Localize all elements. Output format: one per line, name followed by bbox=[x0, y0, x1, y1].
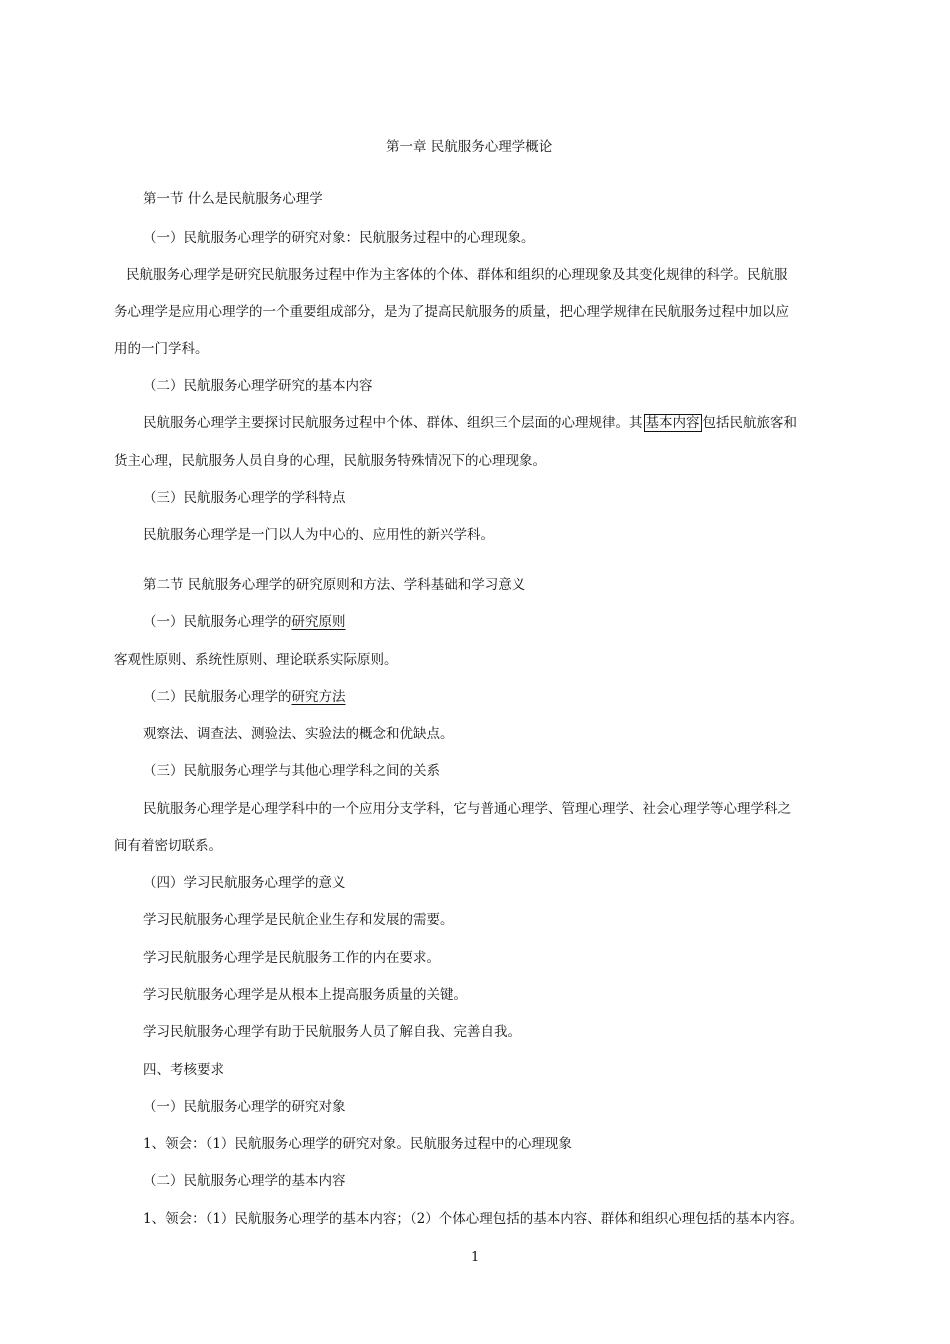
paragraph-line: 客观性原则、系统性原则、理论联系实际原则。 bbox=[114, 652, 398, 668]
chapter-title: 第一章 民航服务心理学概论 bbox=[386, 139, 553, 155]
section-heading: 第一节 什么是民航服务心理学 bbox=[143, 191, 323, 207]
underlined-term: 研究原则 bbox=[291, 614, 346, 630]
paragraph-line: 1、领会：（1）民航服务心理学的研究对象。民航服务过程中的心理现象 bbox=[143, 1136, 572, 1152]
subsection-heading: （四）学习民航服务心理学的意义 bbox=[143, 875, 346, 891]
paragraph-line: 学习民航服务心理学是从根本上提高服务质量的关键。 bbox=[143, 987, 467, 1003]
paragraph-line: 民航服务心理学是研究民航服务过程中作为主客体的个体、群体和组织的心理现象及其变化规律的科学。民航服 bbox=[126, 267, 788, 283]
subsection-heading: （二）民航服务心理学的基本内容 bbox=[143, 1173, 346, 1189]
paragraph-line: 民航服务心理学是一门以人为中心的、应用性的新兴学科。 bbox=[143, 527, 494, 543]
paragraph-line: 民航服务心理学是心理学科中的一个应用分支学科，它与普通心理学、管理心理学、社会心理学等心理学科之 bbox=[143, 801, 791, 817]
page-number: 1 bbox=[471, 1250, 480, 1265]
text-run: （二）民航服务心理学的 bbox=[143, 689, 292, 705]
subsection-heading: （三）民航服务心理学的学科特点 bbox=[143, 490, 346, 506]
subsection-heading: （一）民航服务心理学的研究对象：民航服务过程中的心理现象。 bbox=[143, 230, 535, 246]
underlined-term: 研究方法 bbox=[291, 689, 346, 705]
paragraph-line: 间有着密切联系。 bbox=[114, 838, 222, 854]
paragraph-line: 务心理学是应用心理学的一个重要组成部分，是为了提高民航服务的质量，把心理学规律在民航服务过程中加以应 bbox=[114, 304, 789, 320]
subsection-heading: （二）民航服务心理学研究的基本内容 bbox=[143, 378, 373, 394]
text-run: 包括民航旅客和 bbox=[702, 415, 797, 431]
paragraph-line bbox=[143, 414, 797, 432]
paragraph-line: 学习民航服务心理学是民航企业生存和发展的需要。 bbox=[143, 912, 454, 928]
text-run: 民航服务心理学主要探讨民航服务过程中个体、群体、组织三个层面的心理规律。其 bbox=[143, 415, 643, 431]
paragraph-line: 货主心理，民航服务人员自身的心理，民航服务特殊情况下的心理现象。 bbox=[114, 453, 546, 469]
paragraph-line: 1、领会：（1）民航服务心理学的基本内容；（2）个体心理包括的基本内容、群体和组织心理包括的基本内容。 bbox=[143, 1211, 804, 1227]
paragraph-line: 学习民航服务心理学有助于民航服务人员了解自我、完善自我。 bbox=[143, 1024, 521, 1040]
subsection-heading bbox=[143, 688, 346, 706]
section-heading: 第二节 民航服务心理学的研究原则和方法、学科基础和学习意义 bbox=[143, 577, 526, 593]
paragraph-line: 观察法、调查法、测验法、实验法的概念和优缺点。 bbox=[143, 726, 454, 742]
paragraph-line: 学习民航服务心理学是民航服务工作的内在要求。 bbox=[143, 950, 440, 966]
paragraph-line: 用的一门学科。 bbox=[114, 341, 209, 357]
boxed-term: 基本内容 bbox=[645, 415, 700, 431]
subsection-heading: （一）民航服务心理学的研究对象 bbox=[143, 1099, 346, 1115]
text-run: （一）民航服务心理学的 bbox=[143, 614, 292, 630]
subsection-heading bbox=[143, 613, 346, 631]
subsection-heading: （三）民航服务心理学与其他心理学科之间的关系 bbox=[143, 763, 440, 779]
section-heading: 四、考核要求 bbox=[143, 1062, 224, 1078]
